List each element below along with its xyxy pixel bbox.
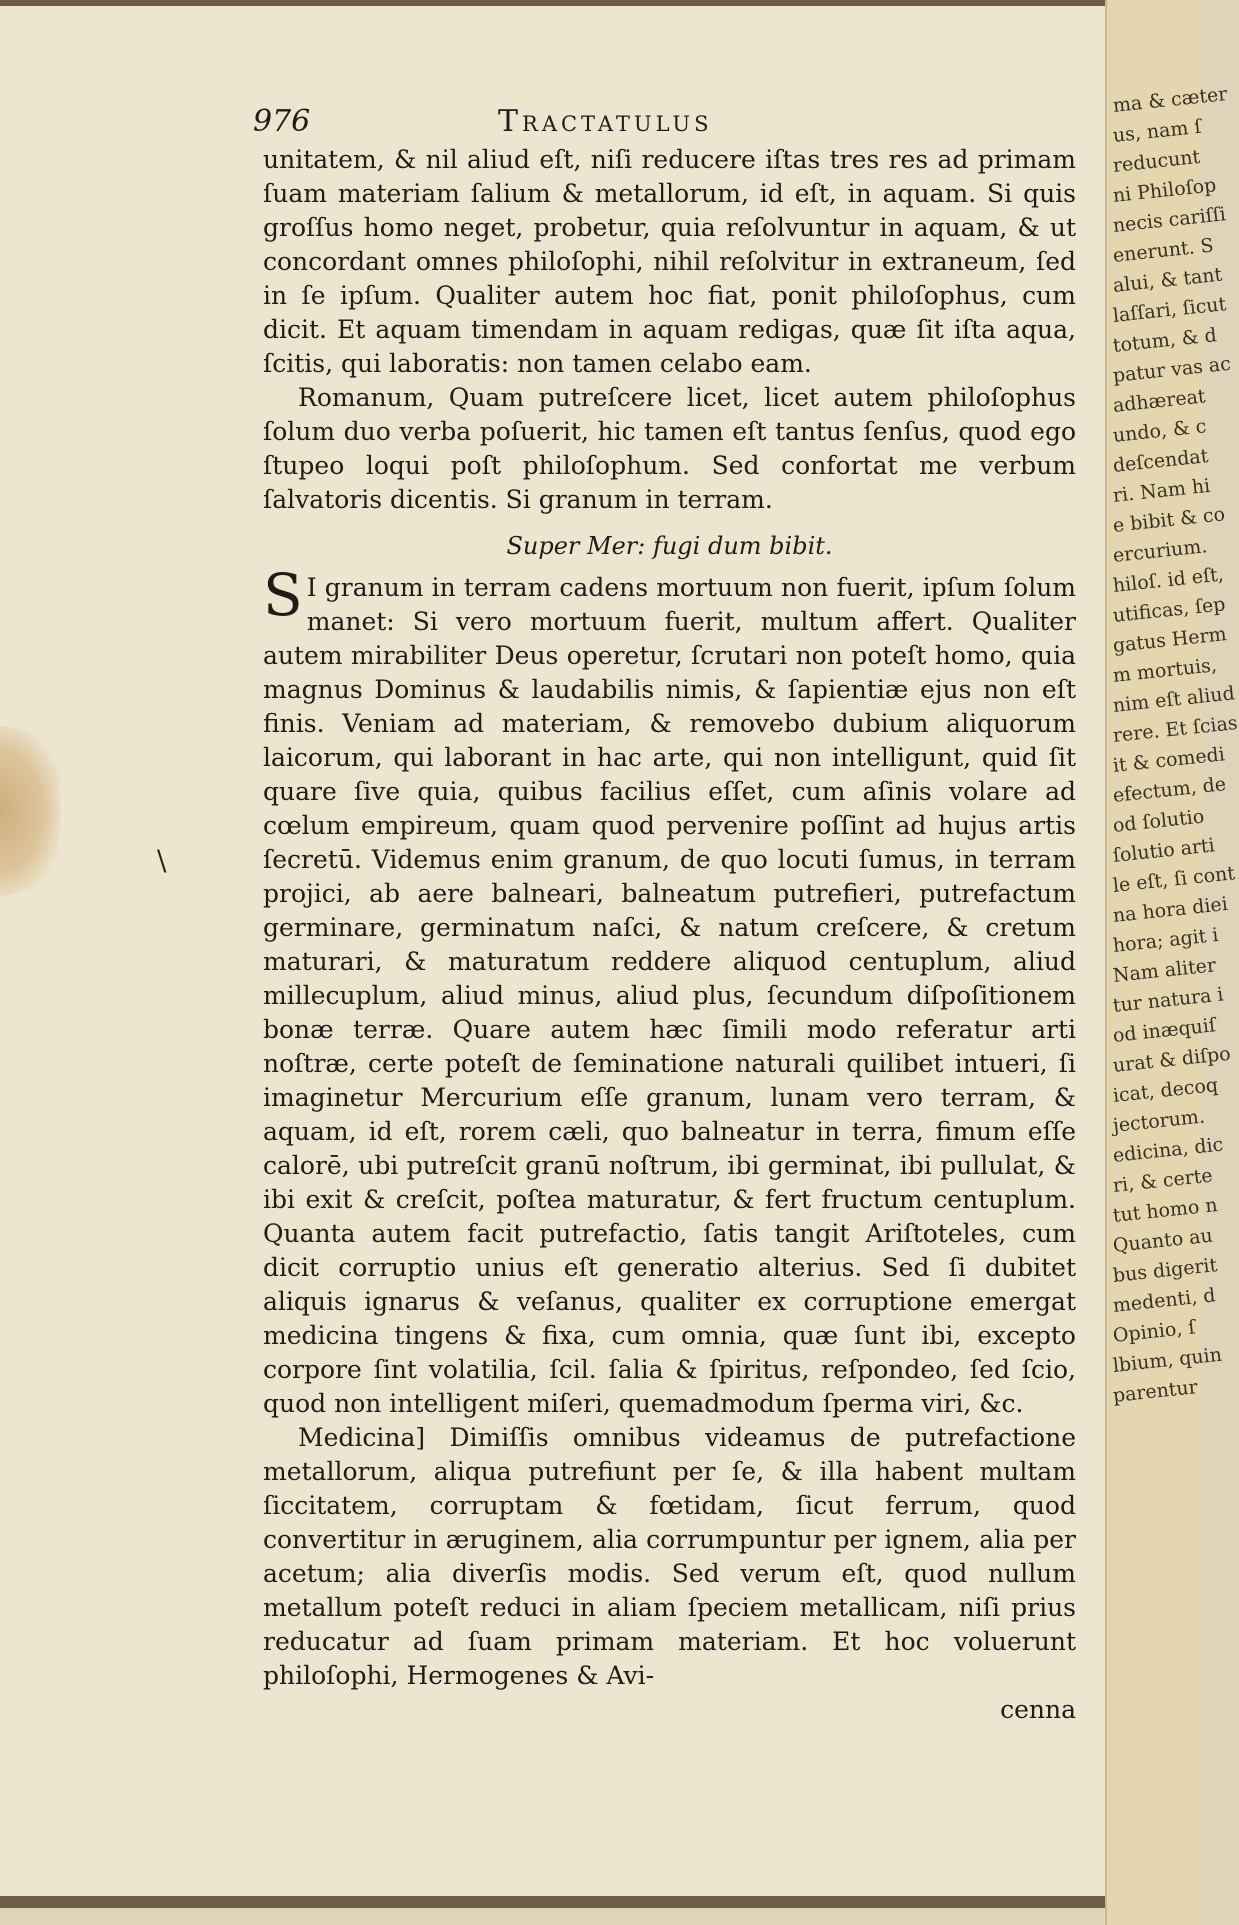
facing-page-line: ercurium. bbox=[1111, 535, 1209, 567]
facing-page-line: m mortuis, bbox=[1111, 654, 1218, 687]
facing-page-line: totum, & d bbox=[1111, 324, 1218, 357]
facing-page-line: od inæquiſ bbox=[1111, 1014, 1217, 1047]
facing-page-line: Nam aliter bbox=[1111, 954, 1218, 987]
margin-mark: \ bbox=[157, 844, 167, 877]
facing-page-line: us, nam ſ bbox=[1111, 115, 1203, 147]
facing-page-line: hiloſ. id eſt, bbox=[1111, 563, 1225, 597]
page-header bbox=[253, 104, 1076, 144]
facing-page-line: ri. Nam hi bbox=[1111, 474, 1212, 507]
facing-page-line: ri, & certe bbox=[1111, 1164, 1214, 1197]
facing-page-line: nim eſt aliud bbox=[1111, 682, 1236, 717]
facing-page-line: reducunt bbox=[1111, 145, 1202, 177]
page-stain bbox=[0, 726, 60, 896]
facing-page-line: ma & cæter bbox=[1111, 83, 1229, 117]
main-text bbox=[263, 143, 1076, 1727]
facing-page-line: lbium, quin bbox=[1111, 1343, 1223, 1377]
paragraph-3: SI granum in terram cadens mortuum non fuerit, ipſum ſolum manet: Si vero mortuum fuerit, multum affert. Qualiter autem mirabiliter Deus operetur, ſcrutari non poteſt homo, quia magnus Dominus & laudabilis nimis, & ſapientiæ ejus non eſt finis. Veniam ad materiam, & removebo dubium aliquorum laicorum, qui laborant in hac arte, qui non intelligunt, quid ſit quare ſive quia, quibus facilius eſſet, cum aſinis volare ad cœlum empireum, quam quod pervenire poſſint ad hujus artis ſecretū. Videmus enim granum, de quo locuti ſumus, in terram projici, ab aere balneari, balneatum putrefieri, putrefactum germinare, germinatum naſci, & natum creſcere, & cretum maturari, & maturatum reddere aliquod centuplum, aliud millecuplum, aliud minus, aliud plus, ſecundum diſpoſitionem bonæ terræ. Quare autem hæc ſimili modo referatur arti noſtræ, certe poteſt de ſeminatione naturali quilibet intueri, ſi imaginetur Mercurium eſſe granum, lunam vero terram, & aquam, id eſt, rorem cæli, quo balneatur in terra, fimum eſſe calorē, ubi putreſcit granū noſtrum, ibi germinat, ibi pullulat, & ibi exit & creſcit, poſtea maturatur, & fert fructum centuplum. Quanta autem facit putrefactio, ſatis tangit Ariſtoteles, cum dicit corruptio unius eſt generatio alterius. Sed ſi dubitet aliquis ignarus & veſanus, qualiter ex corruptione emergat medicina tingens & fixa, cum omnia, quæ ſunt ibi, excepto corpore ſint volatilia, ſcil. ſalia & ſpiritus, reſpondeo, ſed ſcio, quod non intelligent miſeri, quemadmodum ſperma viri, &c. bbox=[263, 561, 1076, 1418]
facing-page-line: tur natura i bbox=[1111, 983, 1225, 1017]
facing-page-line: patur vas ac bbox=[1111, 352, 1232, 387]
facing-page-line: ni Philoſop bbox=[1111, 174, 1218, 207]
facing-page-line: le eſt, ſi cont bbox=[1111, 862, 1236, 897]
facing-page-line: icat, decoq bbox=[1111, 1074, 1219, 1107]
facing-page-line: urat & diſpo bbox=[1111, 1042, 1232, 1077]
facing-page-line: adhæreat bbox=[1111, 385, 1207, 417]
facing-page-line: alui, & tant bbox=[1111, 263, 1224, 297]
facing-page-line: e bibit & co bbox=[1111, 503, 1227, 537]
facing-page-line: bus digerit bbox=[1111, 1254, 1219, 1287]
facing-page-line: na hora diei bbox=[1111, 893, 1229, 927]
page-number: 976 bbox=[253, 104, 311, 139]
facing-page-line: gatus Herm bbox=[1111, 623, 1228, 657]
facing-page-line: laſſari, ſicut bbox=[1111, 293, 1228, 327]
facing-page-line: parentur bbox=[1111, 1376, 1199, 1407]
facing-page-line: rere. Et ſcias bbox=[1111, 711, 1239, 747]
facing-page-line: Quanto au bbox=[1111, 1224, 1214, 1257]
facing-page-line: od ſolutio bbox=[1111, 805, 1206, 837]
facing-page-line: hora; agit i bbox=[1111, 923, 1220, 957]
paragraph-2: Romanum, Quam putreſcere licet, licet autem philoſophus ſolum duo verba poſuerit, hic tamen eſt tantus ſenſus, quod ego ſtupeo loqui poſt philoſophum. Sed confortat me verbum ſalvatoris dicentis. Si granum in terram. bbox=[263, 383, 1076, 514]
facing-page-line: jectorum. bbox=[1111, 1105, 1206, 1137]
subheading: Super Mer: fugi dum bibit. bbox=[506, 532, 833, 560]
paragraph-1: unitatem, & nil aliud eſt, niſi reducere iſtas tres res ad primam ſuam materiam ſalium & metallorum, id eſt, in aquam. Si quis groſſus homo neget, probetur, quia reſolvuntur in aquam, & ut concordant omnes philoſophi, nihil reſolvitur in extraneum, ſed in ſe ipſum. Qualiter autem hoc fiat, ponit philoſophus, cum dicit. Et aquam timendam in aquam redigas, quæ ſit iſta aqua, ſcitis, qui laboratis: non tamen celabo eam. bbox=[263, 145, 1076, 378]
facing-page-line: Opinio, ſ bbox=[1111, 1316, 1197, 1347]
paragraph-4: Medicina] Dimiſſis omnibus videamus de putrefactione metallorum, aliqua putrefiunt per ſe, & illa habent multam ſiccitatem, corruptam & fœtidam, ſicut ferrum, quod convertitur in æruginem, alia corrumpuntur per ignem, alia per acetum; alia diverſis modis. Sed verum eſt, quod nullum metallum poteſt reduci in aliam ſpeciem metallicam, niſi prius reducatur ad ſuam primam materiam. Et hoc voluerunt philoſophi, Hermogenes & Avi- bbox=[263, 1423, 1076, 1690]
facing-page-line: utificas, ſep bbox=[1111, 593, 1227, 627]
facing-page-line: enerunt. S bbox=[1111, 234, 1215, 267]
facing-page-line: tut homo n bbox=[1111, 1194, 1219, 1227]
facing-page-line: necis cariſſi bbox=[1111, 203, 1227, 237]
facing-page-line: deſcendat bbox=[1111, 445, 1210, 477]
facing-page-line: efectum, de bbox=[1111, 773, 1228, 807]
facing-page-edge bbox=[1105, 0, 1239, 1925]
facing-page-line: edicina, dic bbox=[1111, 1133, 1225, 1167]
facing-page-line: it & comedi bbox=[1111, 743, 1226, 777]
facing-page-line: ſolutio arti bbox=[1111, 834, 1216, 867]
catchword: cenna bbox=[1000, 1695, 1076, 1724]
facing-page-line: medenti, d bbox=[1111, 1284, 1217, 1317]
facing-page-line: undo, & c bbox=[1111, 415, 1208, 447]
running-title: Tractatulus bbox=[498, 104, 713, 139]
